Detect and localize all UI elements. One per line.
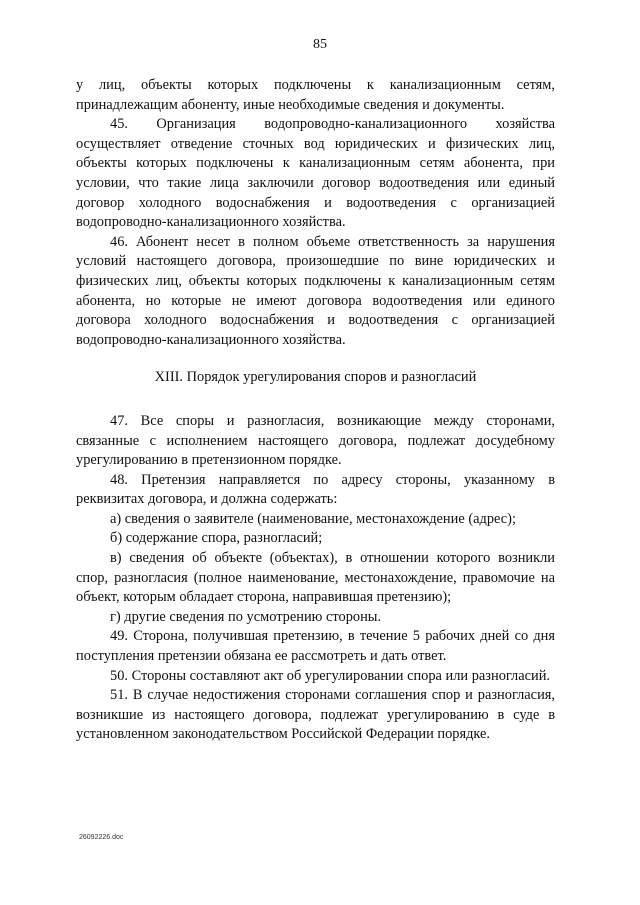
paragraph-47: 47. Все споры и разногласия, возникающие между сторонами, связанные с исполнением настоящего договора, подлежат досудебному урегулированию в претензионном порядке. [76,412,555,469]
document-body [76,76,555,745]
paragraph-48: 48. Претензия направляется по адресу стороны, указанному в реквизитах договора, и должна содержать: [76,471,555,508]
paragraph-51: 51. В случае недостижения сторонами соглашения спор и разногласия, возникшие из настоящего договора, подлежат урегулированию в суде в установленном законодательством Российской Федерации порядке. [76,687,555,743]
paragraph-continuation: у лиц, объекты которых подключены к канализационным сетям, принадлежащим абоненту, иные необходимые сведения и документы. [76,77,555,113]
section-heading: XIII. Порядок урегулирования споров и разногласий [154,369,477,386]
paragraph-45: 45. Организация водопроводно-канализационного хозяйства осуществляет отведение сточных вод юридических и физических лиц, объекты которых подключены к канализационным сетям абонента, при условии, что такие лица заключили договор водоотведения или единый договор холодного водоснабжения и водоотведения с организацией водопроводно-канализационного хозяйства. [76,116,555,231]
list-item-a: а) сведения о заявителе (наименование, местонахождение (адрес); [110,510,516,527]
file-name-footer: 26092226.doc [79,834,124,841]
paragraph-49: 49. Сторона, получившая претензию, в течение 5 рабочих дней со дня поступления претензии обязана ее рассмотреть и дать ответ. [76,628,555,665]
list-item-v: в) сведения об объекте (объектах), в отношении которого возникли спор, разногласия (полное наименование, местонахождение, правомочие на объект, которым обладает сторона, направившая претензию); [76,550,555,606]
page-number: 85 [313,37,327,52]
paragraph-46: 46. Абонент несет в полном объеме ответственность за нарушения условий настоящего договора, произошедшие по вине юридических и физических лиц, объекты которых подключены к канализационным сетям абонента, но которые не имеют договора водоотведения или единого договора холодного водоснабжения и водоотведения с организацией водопроводно-канализационного хозяйства. [76,233,555,348]
list-item-g: г) другие сведения по усмотрению стороны. [110,608,382,625]
list-item-b: б) содержание спора, разногласий; [110,530,323,547]
paragraph-50: 50. Стороны составляют акт об урегулировании спора или разногласий. [110,667,551,684]
